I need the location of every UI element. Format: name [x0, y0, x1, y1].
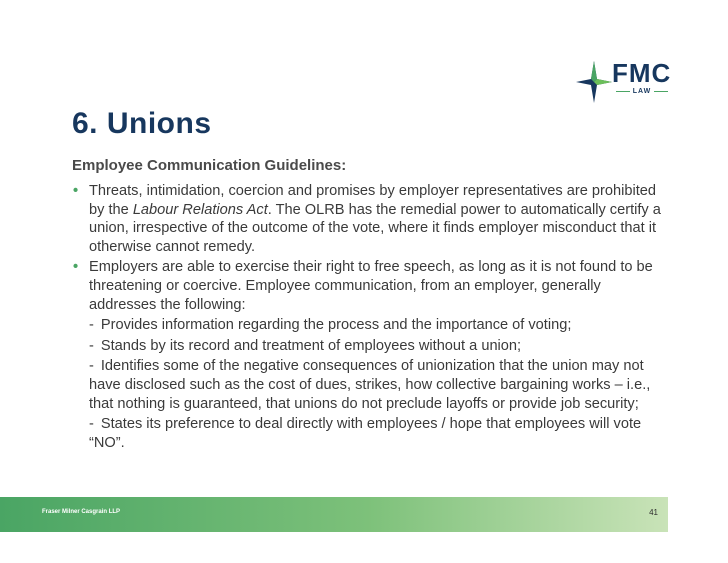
- page-number: 41: [649, 508, 658, 517]
- sub-item-2: [89, 337, 662, 356]
- bullet-item-1: [72, 182, 662, 256]
- sub-item-1: [89, 316, 662, 335]
- sub-dash: -: [89, 337, 94, 354]
- slide-title: 6. Unions: [72, 107, 212, 140]
- bullet-item-2: [72, 258, 662, 452]
- sub-item-3: [89, 357, 662, 413]
- bullet-dot: •: [73, 259, 79, 276]
- sub-item-text: Provides information regarding the process and the importance of voting;: [100, 317, 572, 334]
- logo-wordmark: FMC: [612, 58, 672, 88]
- bullet-dot: •: [73, 183, 79, 199]
- bullet-1-text-cont: . The OLRB has the remedial power to automatically certify a union, irrespective of the outcome of the vote, where it finds employer misconduct that it otherwise cannot remedy.: [89, 201, 661, 255]
- act-name: Labour Relations Act: [132, 201, 268, 218]
- sub-item-text: Stands by its record and treatment of employees without a union;: [100, 337, 522, 354]
- sub-dash: -: [89, 358, 94, 375]
- footer-firm-name: Fraser Milner Casgrain LLP: [42, 509, 121, 515]
- sub-item-text: States its preference to deal directly with employees / hope that employees will vote “NO”.: [89, 416, 642, 451]
- sub-dash: -: [89, 317, 94, 334]
- sub-item-text: Identifies some of the negative consequences of unionization that the union may not have disclosed such as the cost of dues, strikes, how collective bargaining works – i.e., that nothing is guaranteed, that unions do not preclude layoffs or provide job security;: [89, 358, 651, 412]
- logo-rule-left: [616, 91, 630, 92]
- footer-bar: [0, 497, 668, 532]
- logo-sub-label: LAW: [632, 88, 652, 95]
- sub-item-4: [89, 415, 662, 452]
- sub-dash: -: [89, 416, 94, 433]
- section-heading: Employee Communication Guidelines:: [72, 157, 347, 174]
- logo-subtitle: [616, 88, 668, 95]
- logo-rule-right: [654, 91, 668, 92]
- bullet-2-text: Employers are able to exercise their right to free speech, as long as it is not found to be threatening or coercive. Employee communication, from an employer, generally addresses the following:: [89, 259, 653, 313]
- bullet-1-text: Threats, intimidation, coercion and promises by employer representatives are prohibited by the: [89, 183, 657, 218]
- slide-body: [72, 182, 662, 454]
